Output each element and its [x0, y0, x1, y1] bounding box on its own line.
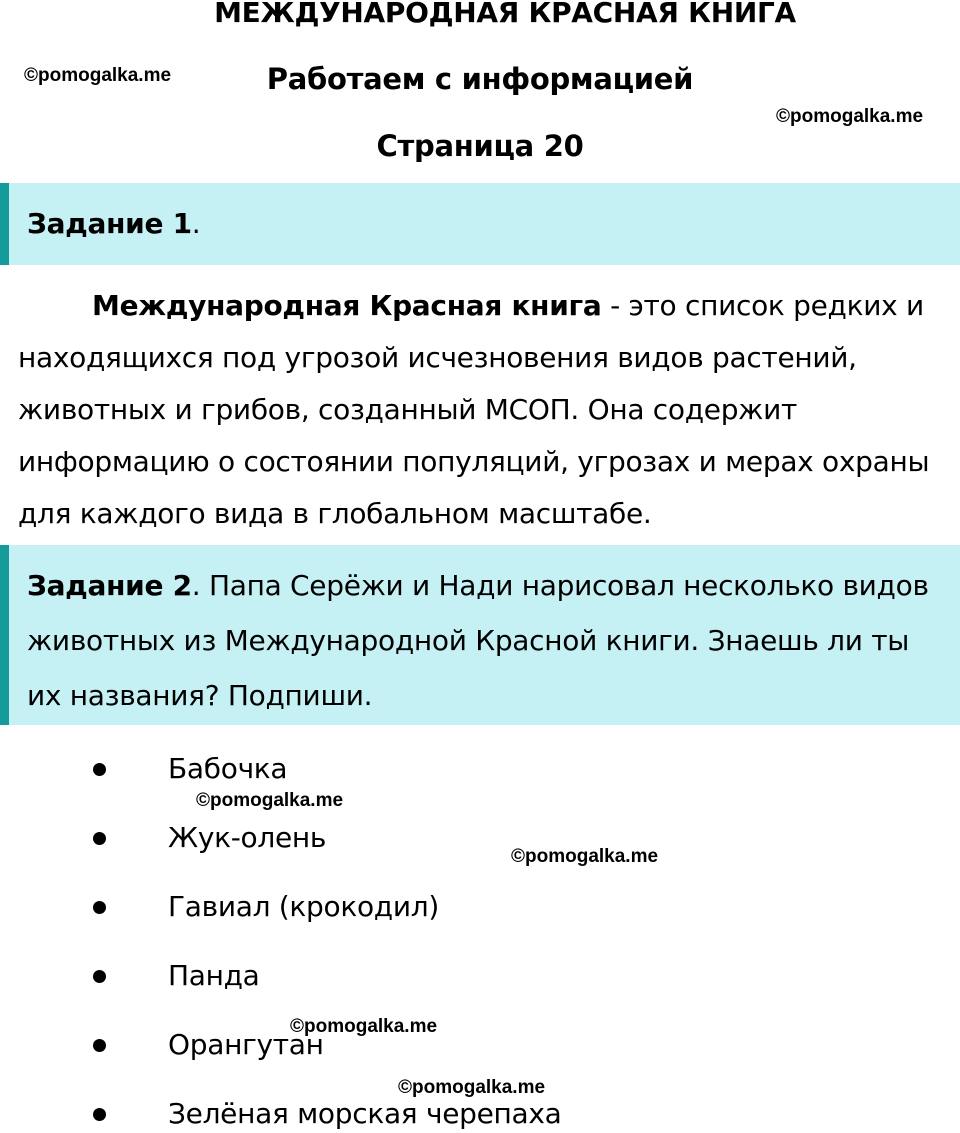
task-1-label: Задание 1	[27, 207, 192, 240]
list-item	[0, 1016, 960, 1085]
list-item	[0, 809, 960, 878]
watermark: ©pomogalka.me	[24, 65, 172, 86]
bullet-icon	[93, 901, 106, 914]
task-2-text-block	[27, 558, 950, 723]
bullet-icon	[93, 832, 106, 845]
animal-name: Жук-олень	[168, 821, 327, 854]
watermark: ©pomogalka.me	[398, 1077, 546, 1098]
bullet-icon	[93, 970, 106, 983]
bullet-icon	[93, 1108, 106, 1121]
animal-name: Панда	[168, 959, 260, 992]
animal-name: Орангутан	[168, 1028, 324, 1061]
definition-paragraph	[18, 280, 958, 540]
list-item	[0, 878, 960, 947]
task-2-box	[0, 545, 960, 725]
bullet-icon	[93, 763, 106, 776]
animal-name: Зелёная морская черепаха	[168, 1097, 562, 1130]
task-2-text: . Папа Серёжи и Нади нарисовал несколько видов животных из Международной Красной книги. Знаешь ли ты их названия? Подпиши.	[27, 569, 929, 712]
list-item	[0, 740, 960, 809]
animal-name: Бабочка	[168, 752, 288, 785]
definition-text: - это список редких и находящихся под угрозой исчезновения видов растений, животных и грибов, созданный МСОП. Она содержит информацию о состоянии популяций, угрозах и мерах охраны для каждого вида в глобальном масштабе.	[18, 289, 930, 530]
animal-name: Гавиал (крокодил)	[168, 890, 439, 923]
page-subtitle: Работаем с информацией	[266, 62, 694, 96]
animal-list	[0, 740, 960, 1133]
task-1-punct: .	[191, 207, 201, 240]
watermark: ©pomogalka.me	[290, 1016, 438, 1037]
definition-term: Международная Красная книга	[92, 289, 602, 322]
bullet-icon	[93, 1039, 106, 1052]
watermark: ©pomogalka.me	[196, 790, 344, 811]
page-title: МЕЖДУНАРОДНАЯ КРАСНАЯ КНИГА	[214, 0, 796, 29]
task-1-box	[0, 183, 960, 265]
watermark: ©pomogalka.me	[776, 106, 924, 127]
list-item	[0, 947, 960, 1016]
watermark: ©pomogalka.me	[511, 846, 659, 867]
task-2-label: Задание 2	[27, 569, 192, 602]
task-1-heading	[27, 196, 950, 251]
page-number: Страница 20	[376, 129, 584, 163]
